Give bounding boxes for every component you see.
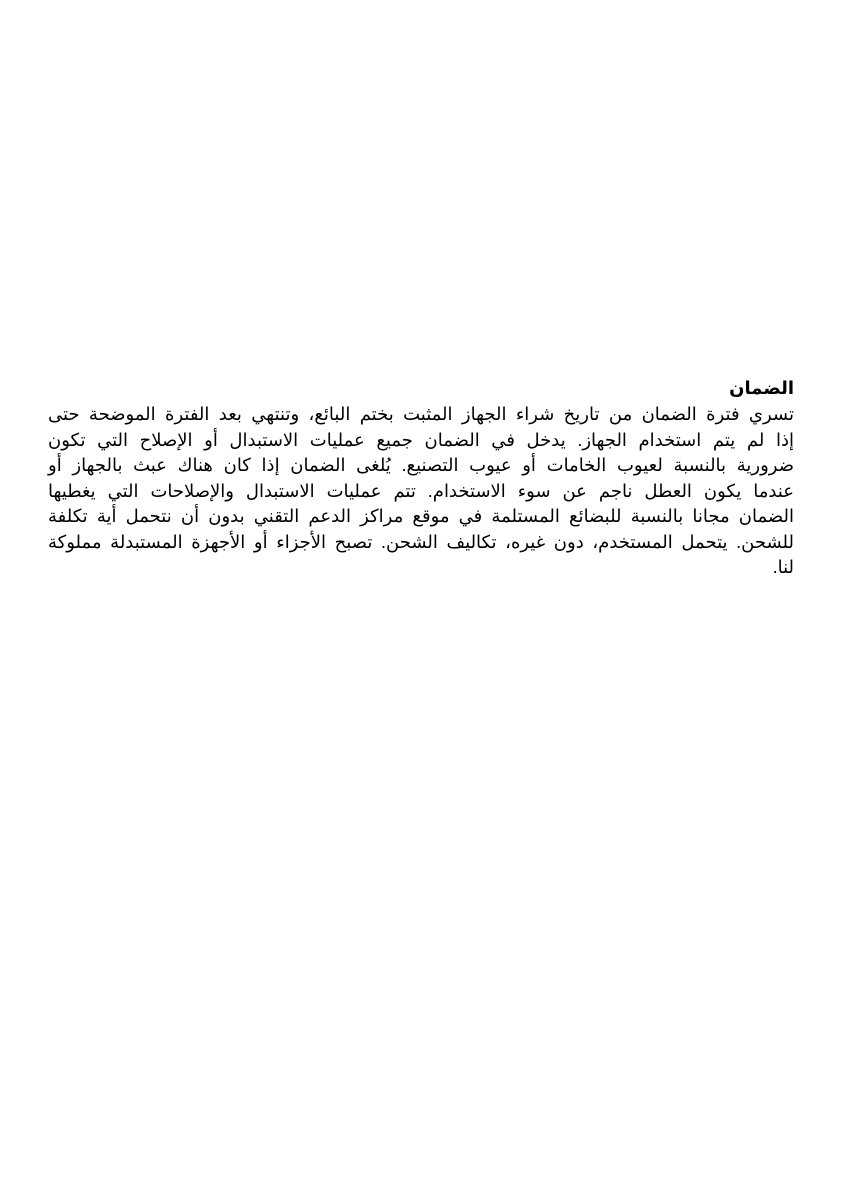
paragraph-line: عندما يكون العطل ناجم عن سوء الاستخدام. تتم عمليات الاستبدال والإصلاحات التي يغطيها [48,480,794,501]
warranty-section [48,375,794,581]
paragraph-line: إذا لم يتم استخدام الجهاز. يدخل في الضمان جميع عمليات الاستبدال أو الإصلاح التي تكون [48,429,794,450]
paragraph-line: لنا. [772,557,794,577]
paragraph-line: للشحن. يتحمل المستخدم، دون غيره، تكاليف الشحن. تصبح الأجزاء أو الأجهزة المستبدلة مملوكة [48,531,794,552]
paragraph-line: الضمان مجانا بالنسبة للبضائع المستلمة في موقع مراكز الدعم التقني بدون أن نتحمل أية تكلفة [48,506,794,526]
paragraph-line: ضرورية بالنسبة لعيوب الخامات أو عيوب التصنيع. يُلغى الضمان إذا كان هناك عبث بالجهاز أو [48,455,794,475]
paragraph-line: تسري فترة الضمان من تاريخ شراء الجهاز المثبت بختم البائع، وتنتهي بعد الفترة الموضحة حتى [48,404,794,424]
warranty-paragraph [48,402,794,581]
section-heading: الضمان [729,378,794,398]
